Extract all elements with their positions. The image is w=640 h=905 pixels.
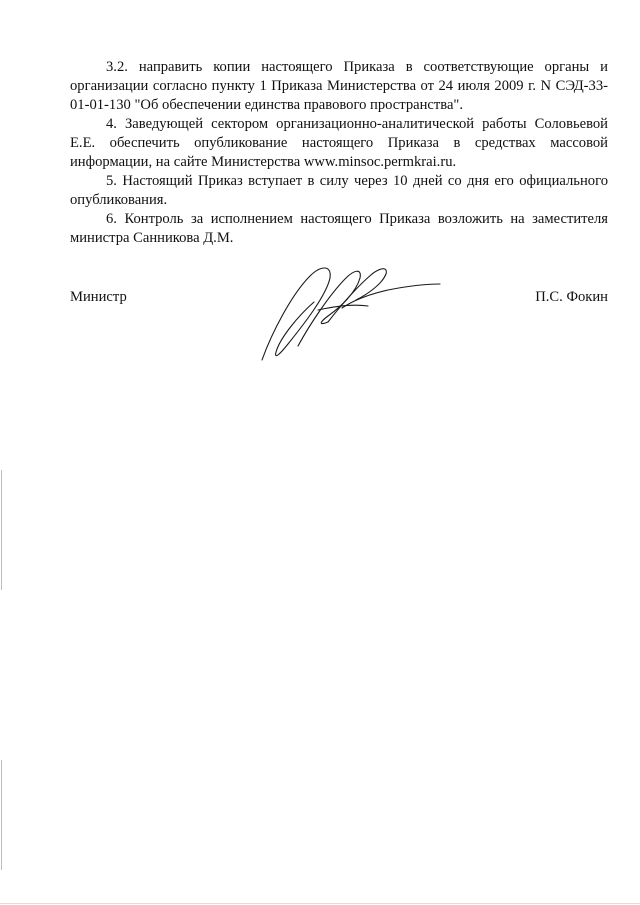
signature-block <box>70 285 608 375</box>
paragraph-6: 6. Контроль за исполнением настоящего Приказа возложить на заместителя министра Санникова Д.М. <box>70 211 608 246</box>
paragraph-4: 4. Заведующей сектором организационно-аналитической работы Соловьевой Е.Е. обеспечить опубликование настоящего Приказа в средствах массовой информации, на сайте Министерства www.minsoc.permkrai.ru. <box>70 116 608 170</box>
scan-edge-artifact <box>1 760 2 870</box>
signatory-name: П.С. Фокин <box>535 289 608 305</box>
scan-bottom-edge <box>0 903 640 904</box>
paragraph-3-2: 3.2. направить копии настоящего Приказа в соответствующие органы и организации согласно пункту 1 Приказа Министерства от 24 июля 2009 г. N СЭД-33-01-01-130 "Об обеспечении единства правового пространства". <box>70 59 608 113</box>
scan-edge-artifact <box>1 470 2 590</box>
document-body <box>70 58 608 248</box>
paragraph-5: 5. Настоящий Приказ вступает в силу через 10 дней со дня его официального опубликования. <box>70 173 608 208</box>
handwritten-signature-icon <box>258 260 448 370</box>
signatory-title: Министр <box>70 289 127 305</box>
